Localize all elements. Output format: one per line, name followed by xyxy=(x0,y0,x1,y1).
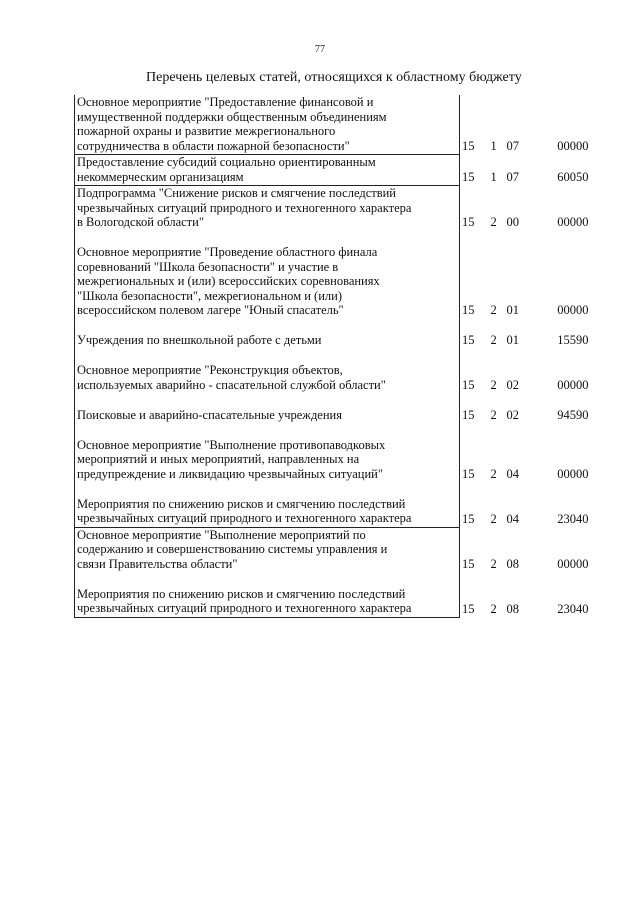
row-description xyxy=(75,319,460,349)
code-subprogram: 2 xyxy=(490,303,497,317)
table-row xyxy=(75,155,589,186)
table-row xyxy=(75,572,589,617)
code-measure: 02 xyxy=(506,377,519,392)
description-line: содержанию и совершенствованию системы управления и xyxy=(77,542,388,556)
code-direction: 15590 xyxy=(557,333,589,347)
row-description xyxy=(75,527,460,572)
code-measure: 04 xyxy=(506,466,519,481)
description-line xyxy=(77,423,459,438)
code-subprogram: 1 xyxy=(490,139,497,153)
row-description xyxy=(75,349,460,394)
description-line: Мероприятия по снижению рисков и смягчению последствий xyxy=(77,586,406,601)
description-line: чрезвычайных ситуаций природного и техногенного характера xyxy=(77,511,412,525)
description-line xyxy=(77,349,459,364)
code-measure: 01 xyxy=(506,303,519,317)
description-line: имущественной поддержки общественным объединениям xyxy=(77,109,387,124)
row-description xyxy=(75,155,460,186)
description-line: мероприятий и иных мероприятий, направленных на xyxy=(77,452,360,466)
table-row xyxy=(75,349,589,394)
code-direction: 00000 xyxy=(557,139,589,153)
description-line: "Школа безопасности", межрегиональном и (или) xyxy=(77,288,342,303)
code-measure: 00 xyxy=(506,215,519,229)
target-items-table xyxy=(74,95,589,618)
description-line: Основное мероприятие "Реконструкция объектов, xyxy=(77,363,343,377)
description-line xyxy=(77,572,459,587)
code-subprogram: 2 xyxy=(490,333,497,347)
code-direction: 00000 xyxy=(557,303,589,317)
table-row xyxy=(75,186,589,231)
code-program: 15 xyxy=(462,601,475,616)
description-line: Учреждения по внешкольной работе с детьми xyxy=(77,333,322,347)
code-program: 15 xyxy=(462,139,475,153)
code-direction: 00000 xyxy=(557,215,589,229)
row-description xyxy=(75,186,460,231)
row-description xyxy=(75,572,460,617)
description-line: некоммерческим организациям xyxy=(77,169,244,184)
description-line: чрезвычайных ситуаций природного и техногенного характера xyxy=(77,601,412,615)
description-line: межрегиональных и (или) всероссийских соревнованиях xyxy=(77,274,380,288)
description-line: всероссийском полевом лагере "Юный спасатель" xyxy=(77,303,344,317)
code-program: 15 xyxy=(462,333,475,347)
description-line: пожарной охраны и развитие межрегионального xyxy=(77,124,336,138)
description-line: Мероприятия по снижению рисков и смягчению последствий xyxy=(77,496,406,511)
description-line: Основное мероприятие "Выполнение мероприятий по xyxy=(77,527,366,542)
description-line: используемых аварийно - спасательной службой области" xyxy=(77,377,386,392)
description-line: Поисковые и аварийно-спасательные учреждения xyxy=(77,407,342,422)
code-subprogram: 2 xyxy=(490,601,497,616)
description-line: сотрудничества в области пожарной безопасности" xyxy=(77,138,350,153)
row-description xyxy=(75,393,460,423)
code-subprogram: 2 xyxy=(490,556,497,571)
code-direction: 94590 xyxy=(557,407,589,422)
description-line: Основное мероприятие "Выполнение противопаводковых xyxy=(77,437,386,452)
code-subprogram: 1 xyxy=(490,170,497,184)
code-direction: 00000 xyxy=(557,556,589,571)
code-measure: 07 xyxy=(506,170,519,184)
code-direction: 60050 xyxy=(557,170,589,184)
row-description xyxy=(75,423,460,482)
code-direction: 00000 xyxy=(557,377,589,392)
code-measure: 01 xyxy=(506,333,519,347)
code-program: 15 xyxy=(462,170,475,184)
description-line: Основное мероприятие "Проведение областного финала xyxy=(77,245,378,259)
code-subprogram: 2 xyxy=(490,511,497,526)
description-line: соревнований "Школа безопасности" и участие в xyxy=(77,259,339,274)
code-subprogram: 2 xyxy=(490,407,497,422)
code-subprogram: 2 xyxy=(490,466,497,481)
code-measure: 07 xyxy=(506,139,519,153)
row-description xyxy=(75,231,460,319)
description-line xyxy=(77,319,459,334)
table-row xyxy=(75,319,589,349)
table-row xyxy=(75,527,589,572)
table-row xyxy=(75,393,589,423)
page-number: 77 xyxy=(315,44,325,55)
code-program: 15 xyxy=(462,377,475,392)
description-line: Предоставление субсидий социально ориентированным xyxy=(77,155,376,169)
code-measure: 08 xyxy=(506,556,519,571)
description-line: Подпрограмма "Снижение рисков и смягчение последствий xyxy=(77,186,397,200)
code-subprogram: 2 xyxy=(490,215,497,229)
description-line xyxy=(77,393,459,408)
code-measure: 04 xyxy=(506,511,519,526)
code-program: 15 xyxy=(462,466,475,481)
code-direction: 23040 xyxy=(557,511,589,526)
description-line: связи Правительства области" xyxy=(77,556,238,571)
code-program: 15 xyxy=(462,215,475,229)
code-direction: 23040 xyxy=(557,601,589,616)
description-line: чрезвычайных ситуаций природного и техногенного характера xyxy=(77,200,412,215)
table-row xyxy=(75,95,589,155)
description-line: в Вологодской области" xyxy=(77,215,204,229)
code-subprogram: 2 xyxy=(490,377,497,392)
table-row xyxy=(75,231,589,319)
code-program: 15 xyxy=(462,303,475,317)
code-direction: 00000 xyxy=(557,466,589,481)
table-body xyxy=(75,95,589,617)
code-program: 15 xyxy=(462,556,475,571)
code-measure: 02 xyxy=(506,407,519,422)
table-row xyxy=(75,423,589,482)
table-row xyxy=(75,482,589,527)
code-program: 15 xyxy=(462,407,475,422)
description-line: Основное мероприятие "Предоставление финансовой и xyxy=(77,95,374,109)
description-line xyxy=(77,231,459,246)
description-line: предупреждение и ликвидацию чрезвычайных ситуаций" xyxy=(77,466,383,481)
row-description xyxy=(75,482,460,527)
code-measure: 08 xyxy=(506,601,519,616)
description-line xyxy=(77,482,459,497)
code-program: 15 xyxy=(462,511,475,526)
row-description xyxy=(75,95,460,155)
document-title: Перечень целевых статей, относящихся к областному бюджету xyxy=(146,70,522,85)
